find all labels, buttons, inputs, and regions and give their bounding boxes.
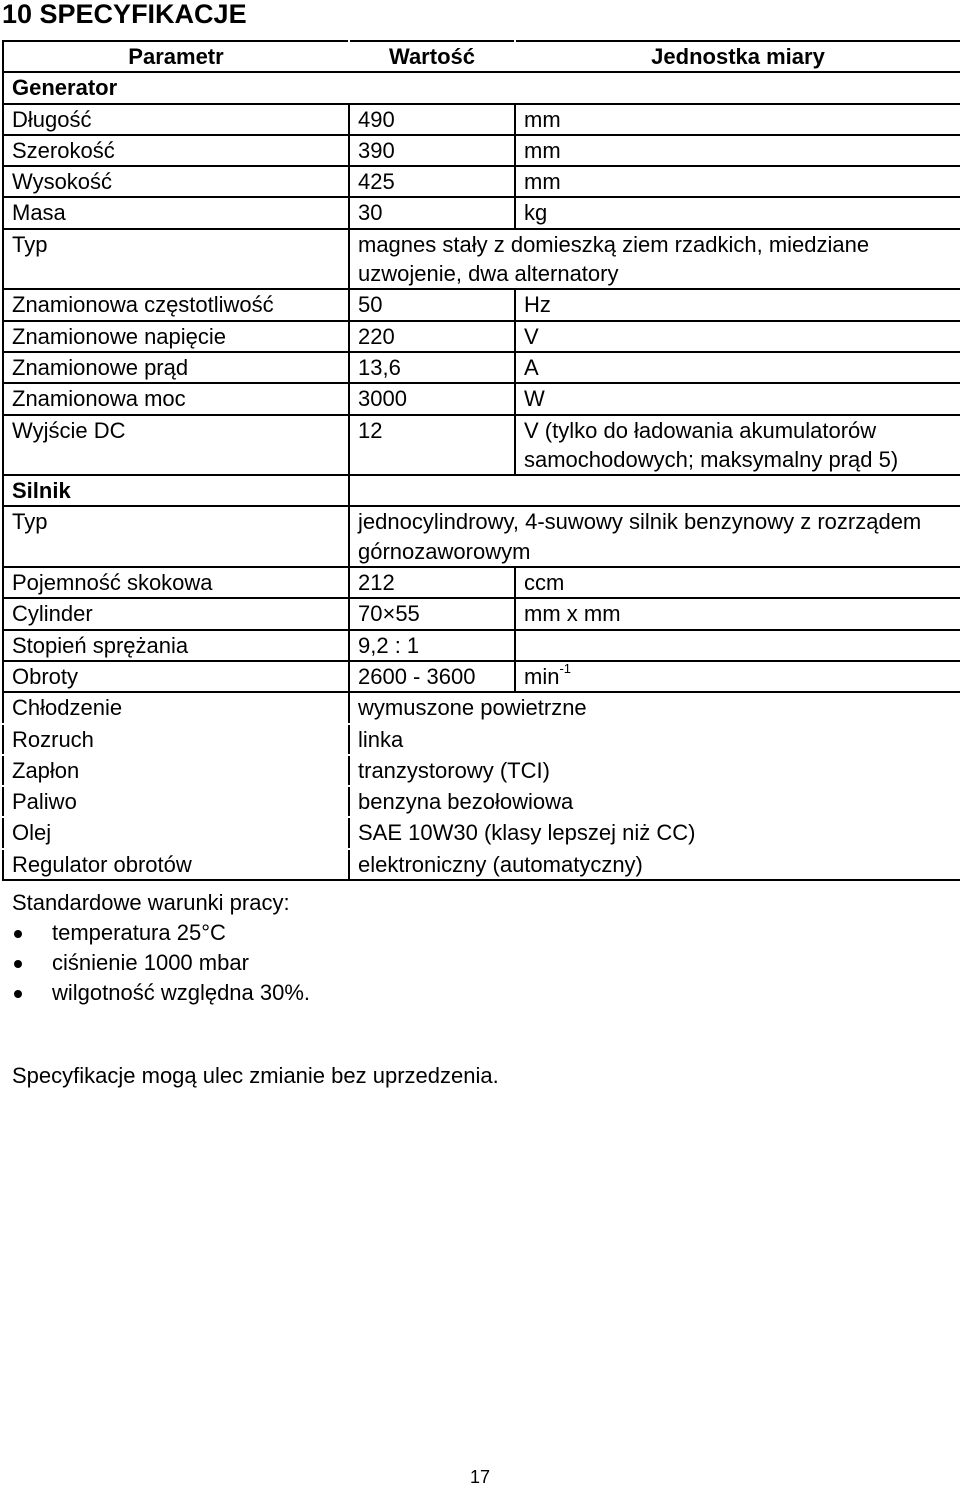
table-row bbox=[3, 197, 960, 228]
table-row bbox=[3, 166, 960, 197]
section-title: 10 SPECYFIKACJE bbox=[2, 0, 247, 29]
unit-cell: Hz bbox=[515, 289, 960, 320]
unit-cell: A bbox=[515, 352, 960, 383]
value-cell: 212 bbox=[349, 567, 515, 598]
table-row bbox=[3, 598, 960, 629]
value-cell: 2600 - 3600 bbox=[349, 661, 515, 692]
table-header-row bbox=[3, 41, 960, 72]
table-row bbox=[3, 661, 960, 692]
table-row bbox=[3, 630, 960, 661]
table-row bbox=[3, 724, 960, 755]
specification-table bbox=[2, 40, 960, 881]
value-cell-wide: tranzystorowy (TCI) bbox=[349, 755, 960, 786]
value-cell: 50 bbox=[349, 289, 515, 320]
unit-cell: mm bbox=[515, 104, 960, 135]
list-item-text: ciśnienie 1000 mbar bbox=[52, 950, 249, 975]
param-cell: Wyjście DC bbox=[3, 415, 349, 476]
value-cell-wide: elektroniczny (automatyczny) bbox=[349, 849, 960, 880]
param-cell: Cylinder bbox=[3, 598, 349, 629]
param-cell: Chłodzenie bbox=[3, 692, 349, 723]
conditions-heading: Standardowe warunki pracy: bbox=[12, 890, 290, 915]
value-cell: 390 bbox=[349, 135, 515, 166]
table-row bbox=[3, 289, 960, 320]
unit-cell: mm x mm bbox=[515, 598, 960, 629]
unit-cell: mm bbox=[515, 166, 960, 197]
bullet-icon bbox=[14, 960, 22, 968]
bullet-icon bbox=[14, 990, 22, 998]
param-cell: Stopień sprężania bbox=[3, 630, 349, 661]
header-unit: Jednostka miary bbox=[515, 41, 960, 72]
value-cell: 70×55 bbox=[349, 598, 515, 629]
value-cell-wide: magnes stały z domieszką ziem rzadkich, miedziane uzwojenie, dwa alternatory bbox=[349, 229, 960, 290]
group-label-generator: Generator bbox=[3, 72, 960, 103]
unit-cell bbox=[515, 630, 960, 661]
unit-cell: V bbox=[515, 321, 960, 352]
unit-text: min bbox=[524, 663, 560, 689]
table-row bbox=[3, 321, 960, 352]
value-cell: 220 bbox=[349, 321, 515, 352]
value-cell-wide: jednocylindrowy, 4-suwowy silnik benzynowy z rozrządem górnozaworowym bbox=[349, 506, 960, 567]
param-cell: Obroty bbox=[3, 661, 349, 692]
table-row bbox=[3, 383, 960, 414]
group-label-engine: Silnik bbox=[3, 475, 349, 506]
unit-cell: mm bbox=[515, 135, 960, 166]
page-number: 17 bbox=[469, 1467, 491, 1487]
unit-cell: V (tylko do ładowania akumulatorów samochodowych; maksymalny prąd 5) bbox=[515, 415, 960, 476]
list-item bbox=[12, 918, 310, 948]
param-cell: Znamionowe prąd bbox=[3, 352, 349, 383]
conditions-list bbox=[12, 918, 310, 1008]
param-cell: Wysokość bbox=[3, 166, 349, 197]
param-cell: Masa bbox=[3, 197, 349, 228]
value-cell-wide: wymuszone powietrzne bbox=[349, 692, 960, 723]
table-row bbox=[3, 692, 960, 723]
param-cell: Olej bbox=[3, 817, 349, 848]
table-row bbox=[3, 849, 960, 880]
param-cell: Znamionowa częstotliwość bbox=[3, 289, 349, 320]
param-cell: Typ bbox=[3, 229, 349, 290]
param-cell: Długość bbox=[3, 104, 349, 135]
value-cell: 30 bbox=[349, 197, 515, 228]
operating-conditions bbox=[12, 888, 310, 1008]
table-row bbox=[3, 104, 960, 135]
list-item bbox=[12, 948, 310, 978]
param-cell: Szerokość bbox=[3, 135, 349, 166]
list-item-text: wilgotność względna 30%. bbox=[52, 980, 311, 1005]
table-row bbox=[3, 352, 960, 383]
param-cell: Znamionowa moc bbox=[3, 383, 349, 414]
table-row bbox=[3, 135, 960, 166]
group-row-generator bbox=[3, 72, 960, 103]
value-cell: 12 bbox=[349, 415, 515, 476]
table-row bbox=[3, 755, 960, 786]
unit-cell: ccm bbox=[515, 567, 960, 598]
value-cell-wide: benzyna bezołowiowa bbox=[349, 786, 960, 817]
param-cell: Typ bbox=[3, 506, 349, 567]
value-cell-wide: SAE 10W30 (klasy lepszej niż CC) bbox=[349, 817, 960, 848]
table-row bbox=[3, 506, 960, 567]
value-cell: 3000 bbox=[349, 383, 515, 414]
param-cell: Znamionowe napięcie bbox=[3, 321, 349, 352]
header-parameter: Parametr bbox=[3, 41, 349, 72]
table-row bbox=[3, 229, 960, 290]
value-cell: 9,2 : 1 bbox=[349, 630, 515, 661]
change-notice: Specyfikacje mogą ulec zmianie bez uprzedzenia. bbox=[12, 1063, 499, 1088]
bullet-icon bbox=[14, 930, 22, 938]
param-cell: Paliwo bbox=[3, 786, 349, 817]
param-cell: Zapłon bbox=[3, 755, 349, 786]
table-row bbox=[3, 567, 960, 598]
value-cell: 425 bbox=[349, 166, 515, 197]
group-row-engine bbox=[3, 475, 960, 506]
list-item-text: temperatura 25°C bbox=[52, 920, 226, 945]
value-cell: 13,6 bbox=[349, 352, 515, 383]
unit-cell bbox=[515, 661, 960, 692]
header-value: Wartość bbox=[349, 41, 515, 72]
param-cell: Rozruch bbox=[3, 724, 349, 755]
unit-superscript: -1 bbox=[559, 660, 572, 676]
param-cell: Regulator obrotów bbox=[3, 849, 349, 880]
table-row bbox=[3, 817, 960, 848]
list-item bbox=[12, 978, 310, 1008]
group-empty-cell bbox=[349, 475, 960, 506]
value-cell-wide: linka bbox=[349, 724, 960, 755]
table-row bbox=[3, 415, 960, 476]
param-cell: Pojemność skokowa bbox=[3, 567, 349, 598]
unit-cell: kg bbox=[515, 197, 960, 228]
value-cell: 490 bbox=[349, 104, 515, 135]
table-row bbox=[3, 786, 960, 817]
unit-cell: W bbox=[515, 383, 960, 414]
